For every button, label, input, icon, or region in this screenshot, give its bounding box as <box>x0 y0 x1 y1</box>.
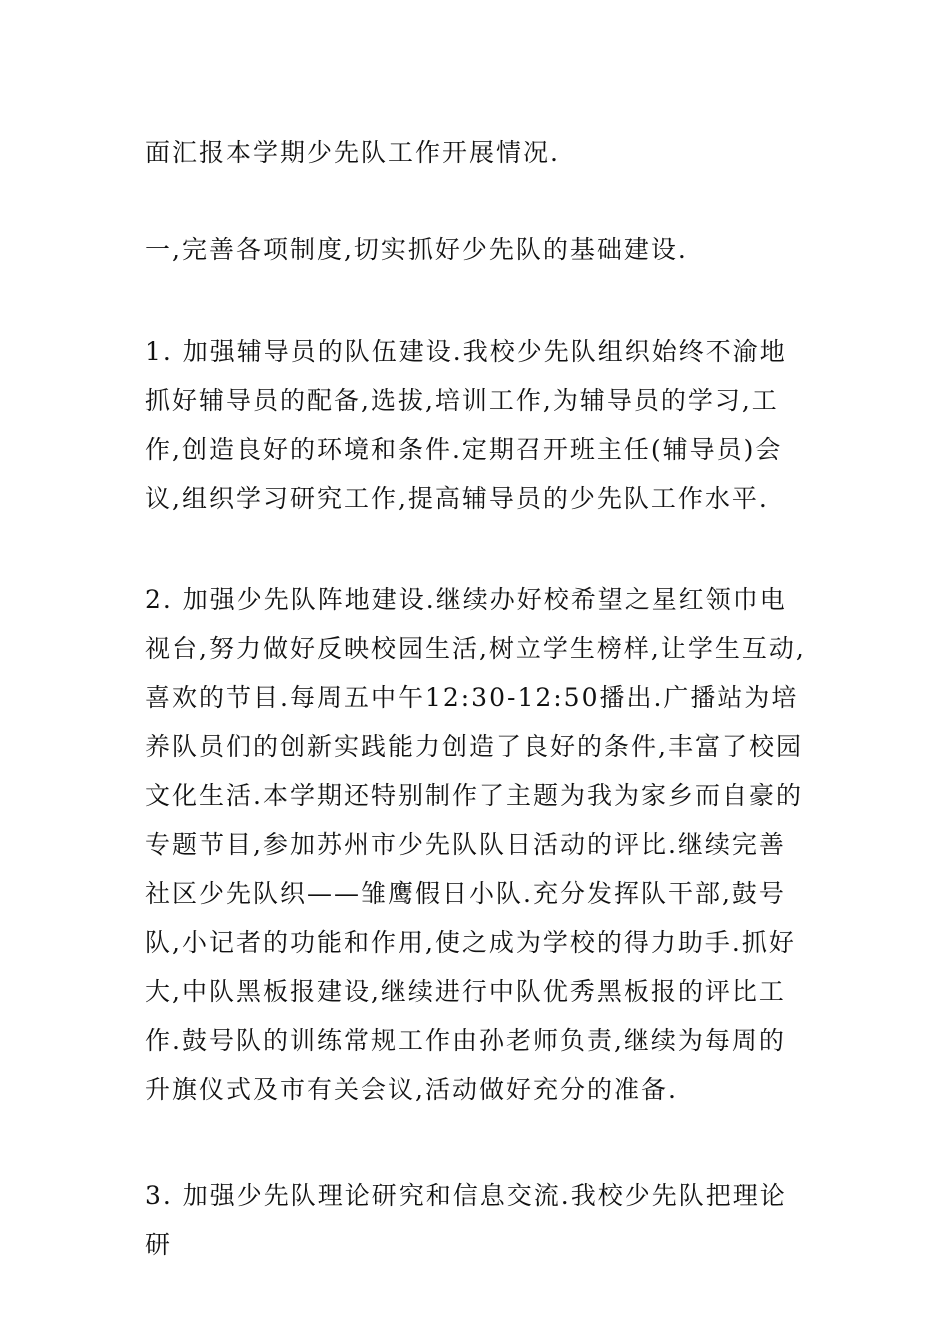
paragraph-intro: 面汇报本学期少先队工作开展情况. <box>145 138 560 167</box>
paragraph-item-3: 3. 加强少先队理论研究和信息交流.我校少先队把理论研 <box>145 1181 787 1259</box>
paragraph-item-2: 2. 加强少先队阵地建设.继续办好校希望之星红领巾电视台,努力做好反映校园生活,树立学生榜样,让学生互动,喜欢的节目.每周五中午12:30-12:50播出.广播站为培养队员们的创新实践能力创造了良好的条件,丰富了校园文化生活.本学期还特别制作了主题为我为家乡而自豪的专题节目,参加苏州市少先队队日活动的评比.继续完善社区少先队织——雏鹰假日小队.充分发挥队干部,鼓号队,小记者的功能和作用,使之成为学校的得力助手.抓好大,中队黑板报建设,继续进行中队优秀黑板报的评比工作.鼓号队的训练常规工作由孙老师负责,继续为每周的升旗仪式及市有关会议,活动做好充分的准备. <box>145 585 806 1104</box>
section-heading-1: 一,完善各项制度,切实抓好少先队的基础建设. <box>145 235 688 264</box>
paragraph-item-1: 1. 加强辅导员的队伍建设.我校少先队组织始终不渝地抓好辅导员的配备,选拔,培训工作,为辅导员的学习,工作,创造良好的环境和条件.定期召开班主任(辅导员)会议,组织学习研究工作,提高辅导员的少先队工作水平. <box>145 337 787 513</box>
